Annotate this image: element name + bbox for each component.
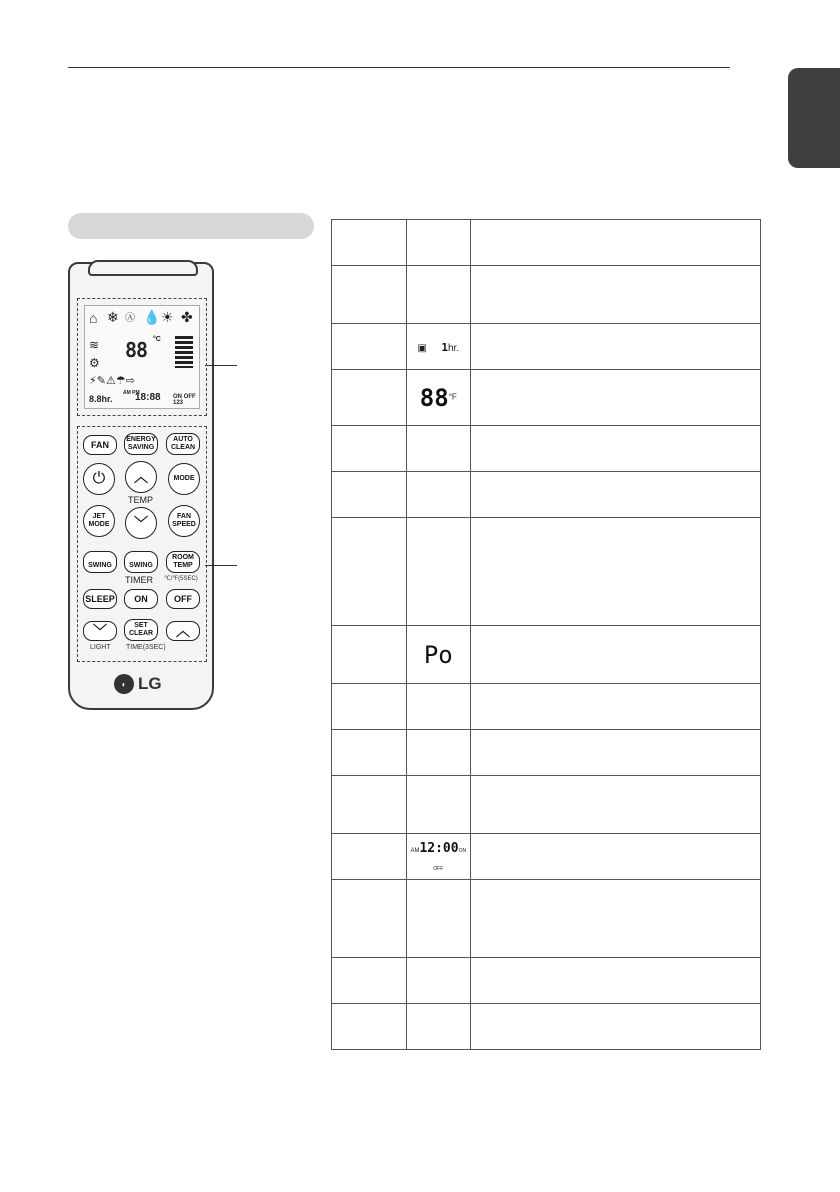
chevron-up-icon: ︿	[134, 469, 148, 485]
fan-speed-button[interactable]: FAN SPEED	[168, 505, 200, 537]
energy-icon: ⚙	[89, 356, 100, 370]
timer-up-button[interactable]	[166, 621, 200, 641]
table-row	[332, 958, 761, 1004]
clock-onoff: ON OFF	[433, 847, 467, 872]
temp-label: TEMP	[128, 495, 154, 505]
table-row	[332, 324, 761, 370]
table-row	[332, 730, 761, 776]
hour-display: hr.	[447, 342, 460, 354]
table-row	[332, 220, 761, 266]
lcd-temperature: 88	[125, 338, 148, 362]
table-row	[332, 834, 761, 880]
dry-mode-icon: 💧	[143, 309, 161, 325]
function-table	[331, 219, 761, 1050]
buttons-callout-line	[205, 565, 237, 566]
light-label: LIGHT	[90, 644, 111, 651]
function-icons: ⚡✎⚠☂⇨	[89, 375, 135, 387]
jet-mode-button[interactable]: JET MODE	[83, 505, 115, 537]
auto-clean-button[interactable]: AUTO CLEAN	[166, 433, 200, 455]
horizontal-swing-button[interactable]: SWING	[83, 551, 117, 573]
chevron-down-icon: ﹀	[134, 515, 148, 531]
clock-ampm: AM	[410, 847, 420, 854]
table-row	[332, 266, 761, 324]
power-button[interactable]	[83, 463, 115, 495]
table-row	[332, 426, 761, 472]
energy-saving-button[interactable]: ENERGY SAVING	[124, 433, 158, 455]
heat-mode-icon: ☀	[161, 309, 174, 325]
table-row	[332, 1004, 761, 1050]
sleep-button[interactable]: SLEEP	[83, 589, 117, 609]
chevron-down-icon: ﹀	[93, 623, 107, 639]
power-icon: ⏻	[92, 470, 106, 487]
cool-mode-icon: ❄	[107, 309, 119, 325]
remote-top-cap	[88, 260, 198, 276]
top-rule	[68, 67, 730, 68]
time-3sec-label: TIME(3SEC)	[126, 644, 166, 651]
lcd-hour-readout: 8.8hr.	[89, 394, 113, 404]
timer-label: TIMER	[125, 575, 153, 585]
table-row	[332, 370, 761, 426]
clock-display: 12:00	[419, 840, 459, 856]
fan-button[interactable]: FAN	[83, 435, 117, 455]
fan-level-bars	[175, 336, 193, 368]
wifi-battery-icon: ⌂	[89, 310, 98, 326]
swing-icon: ≋	[89, 338, 100, 352]
timer-off-button[interactable]: OFF	[166, 589, 200, 609]
display-area	[77, 298, 207, 416]
fan-mode-icon: ✤	[181, 309, 193, 325]
temperature-unit: °F	[448, 392, 457, 402]
lcd-clock: 18:88	[135, 392, 161, 403]
chevron-up-icon: ︿	[176, 623, 190, 639]
display-callout-line	[205, 365, 237, 366]
temp-up-button[interactable]	[125, 461, 157, 493]
brand-text: LG	[138, 674, 162, 693]
lcd-timer-icons: ON OFF 123	[173, 394, 196, 406]
temperature-display: 88	[419, 383, 449, 412]
brand-logo	[114, 674, 162, 694]
ai-mode-icon: Ⓐ	[125, 313, 135, 324]
vertical-swing-button[interactable]: SWING	[124, 551, 158, 573]
set-clear-button[interactable]: SET CLEAR	[124, 619, 158, 641]
room-temp-sublabel: ℃/℉(5SEC)	[164, 576, 198, 582]
timer-down-button[interactable]	[83, 621, 117, 641]
hour-prefix: 1	[441, 340, 448, 354]
temp-down-button[interactable]	[125, 507, 157, 539]
table-row	[332, 518, 761, 626]
room-temp-button[interactable]: ROOM TEMP	[166, 551, 200, 573]
table-row	[332, 684, 761, 730]
remote-control	[68, 262, 214, 710]
table-row	[332, 776, 761, 834]
table-row	[332, 472, 761, 518]
section-header-bar	[68, 213, 314, 239]
lcd-ampm: AM PM	[123, 390, 140, 396]
po-display: Po	[423, 640, 453, 669]
lg-logo-icon: ◐	[114, 674, 134, 694]
button-area	[77, 426, 207, 662]
mode-button[interactable]: MODE	[168, 463, 200, 495]
lcd-screen	[84, 305, 200, 409]
table-row	[332, 880, 761, 958]
language-tab	[788, 68, 840, 168]
energy-saving-icon: ▣	[417, 342, 427, 354]
timer-on-button[interactable]: ON	[124, 589, 158, 609]
table-row	[332, 626, 761, 684]
lcd-unit: °C	[153, 336, 161, 343]
